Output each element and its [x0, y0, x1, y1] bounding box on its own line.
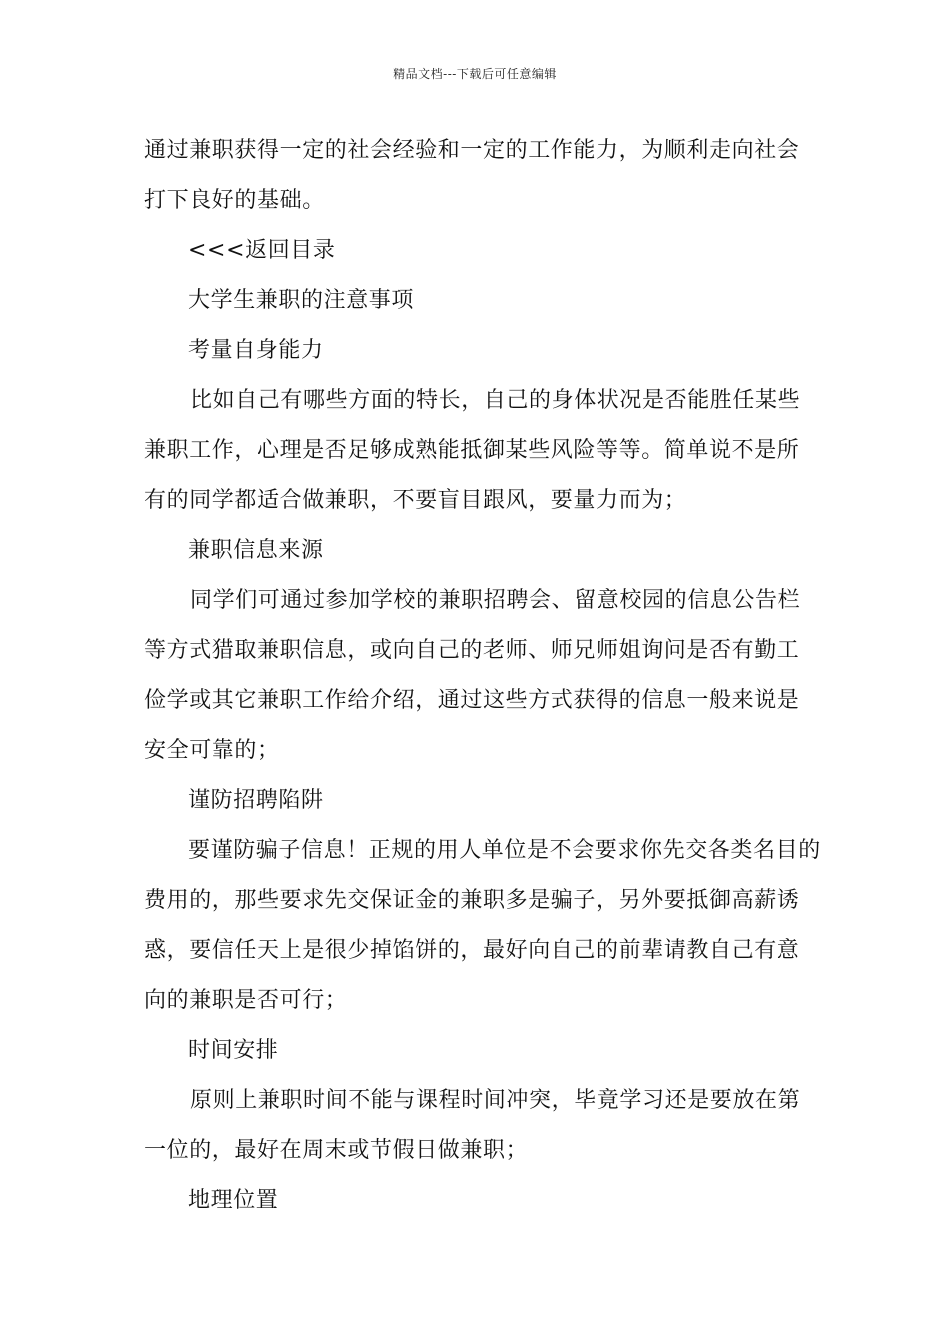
body-line: 俭学或其它兼职工作给介绍，通过这些方式获得的信息一般来说是 — [144, 688, 800, 713]
body-line: 比如自己有哪些方面的特长，自己的身体状况是否能胜任某些 — [190, 388, 801, 413]
section-heading: 大学生兼职的注意事项 — [188, 288, 415, 313]
body-line: 要谨防骗子信息！正规的用人单位是不会要求你先交各类名目的 — [188, 838, 821, 863]
body-line: 原则上兼职时间不能与课程时间冲突，毕竟学习还是要放在第 — [190, 1088, 801, 1113]
body-line: 费用的，那些要求先交保证金的兼职多是骗子，另外要抵御高薪诱 — [144, 888, 800, 913]
body-line: 打下良好的基础。 — [144, 188, 325, 213]
body-line: 向的兼职是否可行； — [144, 988, 348, 1013]
subsection-heading: 谨防招聘陷阱 — [188, 788, 324, 813]
back-to-toc-link[interactable]: <<<返回目录 — [188, 238, 336, 263]
body-line: 安全可靠的； — [144, 738, 280, 763]
subsection-heading: 时间安排 — [188, 1038, 279, 1063]
body-line: 等方式猎取兼职信息，或向自己的老师、师兄师姐询问是否有勤工 — [144, 638, 800, 663]
body-line: 一位的，最好在周末或节假日做兼职； — [144, 1138, 529, 1163]
subsection-heading: 考量自身能力 — [188, 338, 324, 363]
body-line: 同学们可通过参加学校的兼职招聘会、留意校园的信息公告栏 — [190, 588, 801, 613]
body-line: 有的同学都适合做兼职，不要盲目跟风，要量力而为； — [144, 488, 687, 513]
subsection-heading: 兼职信息来源 — [188, 538, 324, 563]
body-line: 通过兼职获得一定的社会经验和一定的工作能力，为顺利走向社会 — [144, 138, 800, 163]
body-line: 兼职工作，心理是否足够成熟能抵御某些风险等等。简单说不是所 — [144, 438, 800, 463]
body-line: 惑，要信任天上是很少掉馅饼的，最好向自己的前辈请教自己有意 — [144, 938, 800, 963]
subsection-heading: 地理位置 — [188, 1188, 279, 1213]
page-header: 精品文档---下载后可任意编辑 — [393, 67, 557, 81]
